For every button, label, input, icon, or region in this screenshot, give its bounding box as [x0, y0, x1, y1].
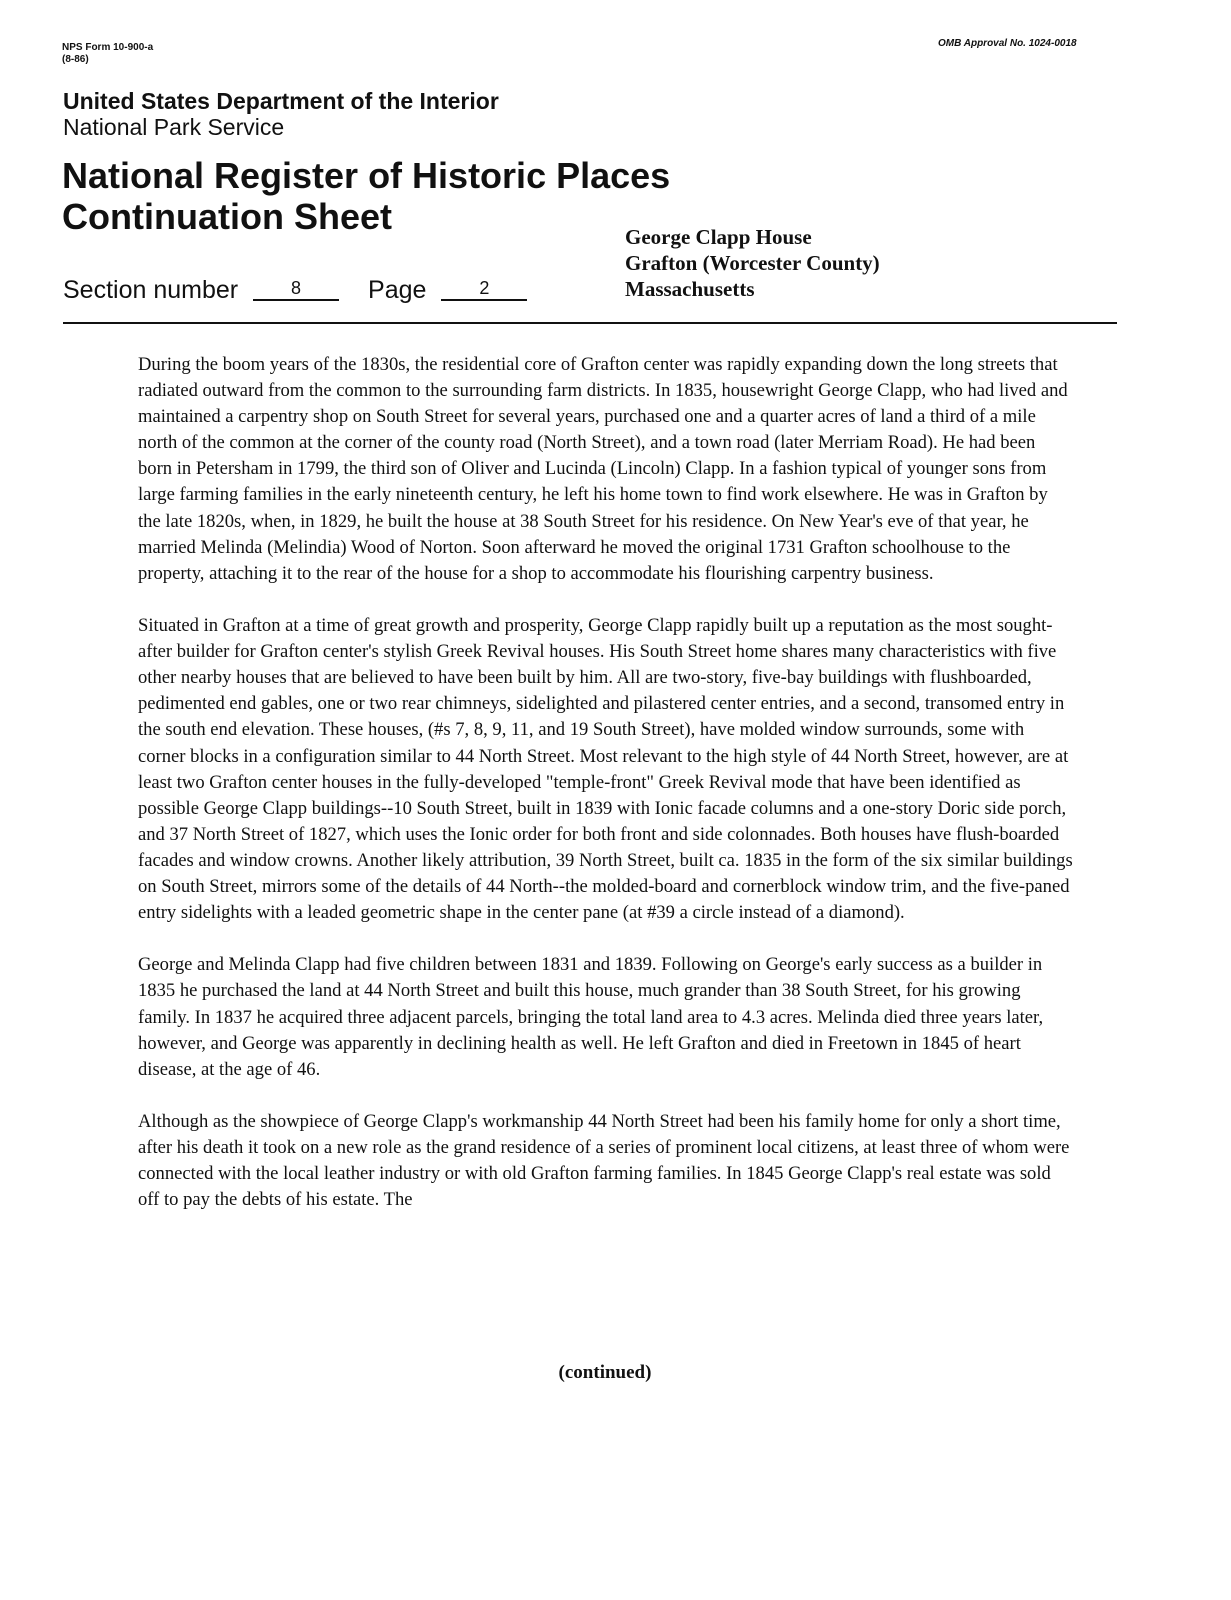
agency-name: National Park Service [63, 114, 285, 140]
omb-approval-number: OMB Approval No. 1024-0018 [938, 38, 1077, 49]
paragraph: George and Melinda Clapp had five children between 1831 and 1839. Following on George's early success as a builder in 1835 he purchased the land at 44 North Street and built this house, much grander than 38 South Street, for his growing family. In 1837 he acquired three adjacent parcels, bringing the total land area to 4.3 acres. Melinda died three years later, however, and George was apparently in declining health as well. He left Grafton and died in Freetown in 1845 of heart disease, at the age of 46. [138, 954, 1044, 1080]
header-divider [63, 322, 1117, 324]
section-number-value: 8 [253, 277, 339, 301]
property-identification [625, 224, 880, 302]
property-name: George Clapp House [625, 225, 812, 249]
paragraph: During the boom years of the 1830s, the residential core of Grafton center was rapidly expanding down the long streets that radiated outward from the common to the surrounding farm districts. In 1835, housewright George Clapp, who had lived and maintained a carpentry shop on South Street for several years, purchased one and a quarter acres of land a third of a mile north of the common at the corner of the county road (North Street), and a town road (later Merriam Road). He had been born in Petersham in 1799, the third son of Oliver and Lucinda (Lincoln) Clapp. In a fashion typical of younger sons from large farming families in the early nineteenth century, he left his home town to find work elsewhere. He was in Grafton by the late 1820s, when, in 1829, he built the house at 38 South Street for his residence. On New Year's eve of that year, he married Melinda (Melindia) Wood of Norton. Soon afterward he moved the original 1731 Grafton schoolhouse to the property, attaching it to the rear of the house for a shop to accommodate his flourishing carpentry business. [138, 354, 1068, 584]
page-label: Page [368, 276, 427, 304]
paragraph: Situated in Grafton at a time of great growth and prosperity, George Clapp rapidly built up a reputation as the most sought-after builder for Grafton center's stylish Greek Revival houses. His South Street home shares many characteristics with five other nearby houses that are believed to have been built by him. All are two-story, five-bay buildings with flushboarded, pedimented end gables, one or two rear chimneys, sidelighted and pilastered center entries, and a second, transomed entry in the south end elevation. These houses, (#s 7, 8, 9, 11, and 19 South Street), have molded window surrounds, some with corner blocks in a configuration similar to 44 North Street. Most relevant to the high style of 44 North Street, however, are at least two Grafton center houses in the fully-developed "temple-front" Greek Revival mode that have been identified as possible George Clapp buildings--10 South Street, built in 1839 with Ionic facade columns and a one-story Doric side porch, and 37 North Street of 1827, which uses the Ionic order for both front and side colonnades. Both houses have flush-boarded facades and window crowns. Another likely attribution, 39 North Street, built ca. 1835 in the form of the six similar buildings on South Street, mirrors some of the details of 44 North--the molded-board and cornerblock window trim, and the five-paned entry sidelights with a leaded geometric shape in the center pane (at #39 a circle instead of a diamond). [138, 615, 1073, 924]
paragraph: Although as the showpiece of George Clapp's workmanship 44 North Street had been his family home for only a short time, after his death it took on a new role as the grand residence of a series of prominent local citizens, at least three of whom were connected with the local leather industry or with old Grafton farming families. In 1845 George Clapp's real estate was sold off to pay the debts of his estate. The [138, 1111, 1070, 1211]
body-text [138, 352, 1073, 1240]
document-title: National Register of Historic Places [62, 155, 671, 196]
form-revision: (8-86) [62, 54, 89, 65]
document-subtitle: Continuation Sheet [62, 196, 392, 237]
form-number: NPS Form 10-900-a [62, 42, 154, 53]
page-number-value: 2 [441, 277, 527, 301]
property-location: Grafton (Worcester County) [625, 251, 880, 275]
continued-notice: (continued) [558, 1362, 652, 1383]
form-identifier [62, 42, 153, 66]
section-number-label: Section number [63, 276, 239, 304]
department-name: United States Department of the Interior [63, 88, 499, 114]
property-state: Massachusetts [625, 277, 755, 301]
section-page-line [63, 276, 527, 305]
